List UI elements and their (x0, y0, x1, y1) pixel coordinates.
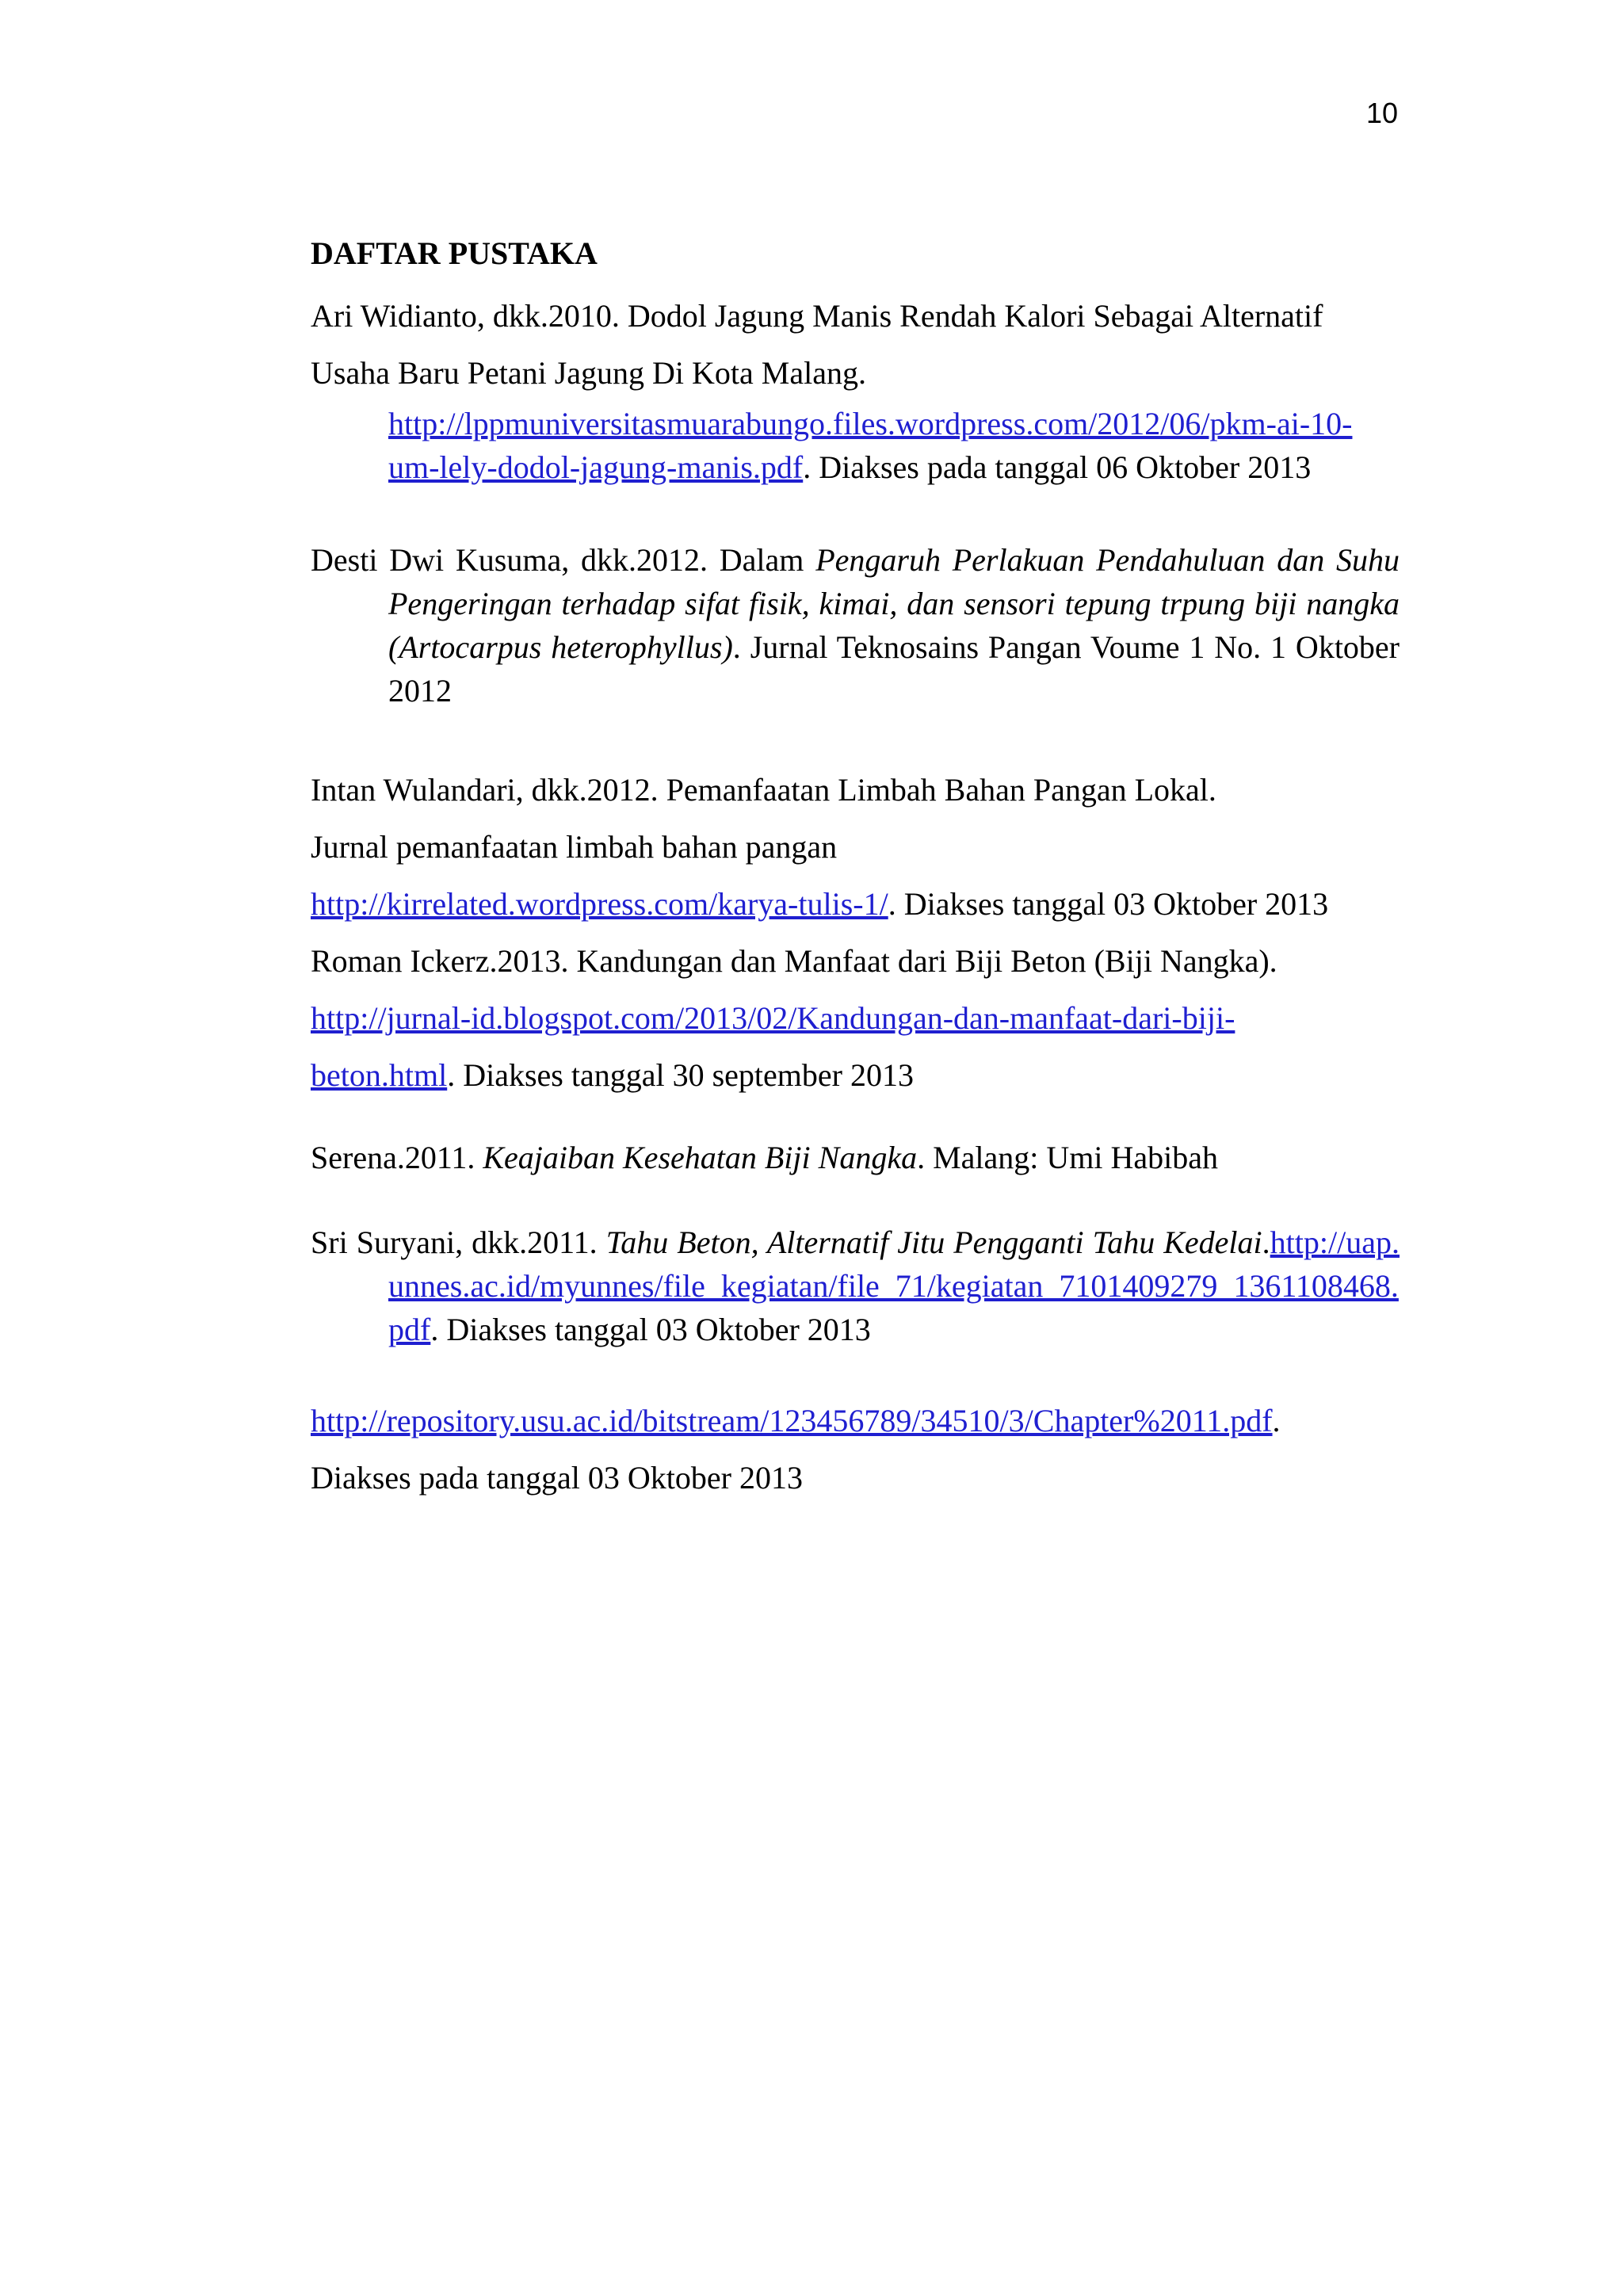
reference-title-continued: Usaha Baru Petani Jagung Di Kota Malang. (311, 355, 866, 391)
reference-entry-suryani (311, 1221, 1400, 1351)
reference-author: Sri Suryani, dkk.2011. (311, 1224, 606, 1260)
reference-access-date: . Diakses tanggal 03 Oktober 2013 (888, 886, 1329, 922)
reference-journal: Jurnal pemanfaatan limbah bahan pangan (311, 829, 838, 865)
reference-entry-kusuma (311, 538, 1400, 712)
reference-title: Keajaiban Kesehatan Biji Nangka (483, 1140, 918, 1175)
reference-entry-ickerz (311, 933, 1400, 1104)
reference-access-date: . Diakses pada tanggal 06 Oktober 2013 (803, 449, 1312, 485)
reference-entry-wulandari (311, 762, 1400, 933)
reference-author-title: Roman Ickerz.2013. Kandungan dan Manfaat dari Biji Beton (Biji Nangka). (311, 943, 1277, 979)
reference-author-title: Intan Wulandari, dkk.2012. Pemanfaatan Limbah Bahan Pangan Lokal. (311, 772, 1216, 808)
reference-author: Desti Dwi Kusuma, dkk.2012. Dalam (311, 542, 816, 578)
reference-entry-widianto-link (311, 402, 1400, 489)
reference-link[interactable]: http://kirrelated.wordpress.com/karya-tulis-1/ (311, 886, 888, 922)
reference-journal: . Jurnal Teknosains Pangan Voume 1 No. 1 Oktober 2012 (388, 629, 1400, 709)
reference-access-date: Diakses pada tanggal 03 Oktober 2013 (311, 1460, 803, 1496)
reference-entry-serena (311, 1136, 1400, 1179)
reference-link[interactable]: http://lppmuniversitasmuarabungo.files.wordpress.com/2012/06/pkm-ai-10- (388, 406, 1353, 441)
reference-entry-usu (311, 1392, 1400, 1507)
reference-link[interactable]: http://jurnal-id.blogspot.com/2013/02/Kandungan-dan-manfaat-dari-biji- (311, 1000, 1235, 1036)
reference-author: Serena.2011. (311, 1140, 483, 1175)
reference-title: Pengaruh Perlakuan Pendahuluan dan Suhu Pengeringan terhadap sifat fisik, kimai, dan sensori tepung trpung biji nangka (Artocarpus heterophyllus) (388, 542, 1400, 665)
reference-access-date: . Diakses tanggal 30 september 2013 (447, 1057, 914, 1093)
reference-link-cont[interactable]: um-lely-dodol-jagung-manis.pdf (388, 449, 804, 485)
reference-access-date: . Diakses tanggal 03 Oktober 2013 (430, 1312, 871, 1347)
reference-separator: . (1262, 1224, 1270, 1260)
reference-link-cont[interactable]: beton.html (311, 1057, 448, 1093)
reference-author-title: Ari Widianto, dkk.2010. Dodol Jagung Manis Rendah Kalori Sebagai Alternatif (311, 298, 1323, 334)
page-title: DAFTAR PUSTAKA (311, 235, 598, 271)
page-number: 10 (1365, 97, 1398, 129)
reference-entry-widianto (311, 288, 1400, 402)
reference-list (311, 231, 1400, 1507)
reference-title: Tahu Beton, Alternatif Jitu Pengganti Tahu Kedelai (605, 1224, 1262, 1260)
reference-link[interactable]: http://repository.usu.ac.id/bitstream/123456789/34510/3/Chapter%2011.pdf (311, 1403, 1273, 1438)
reference-separator: . (1272, 1403, 1281, 1438)
reference-link[interactable]: http://uap.unnes.ac.id/myunnes/file_kegiatan/file_71/kegiatan_7101409279_1361108468.pdf (388, 1224, 1400, 1347)
reference-publisher: . Malang: Umi Habibah (917, 1140, 1218, 1175)
